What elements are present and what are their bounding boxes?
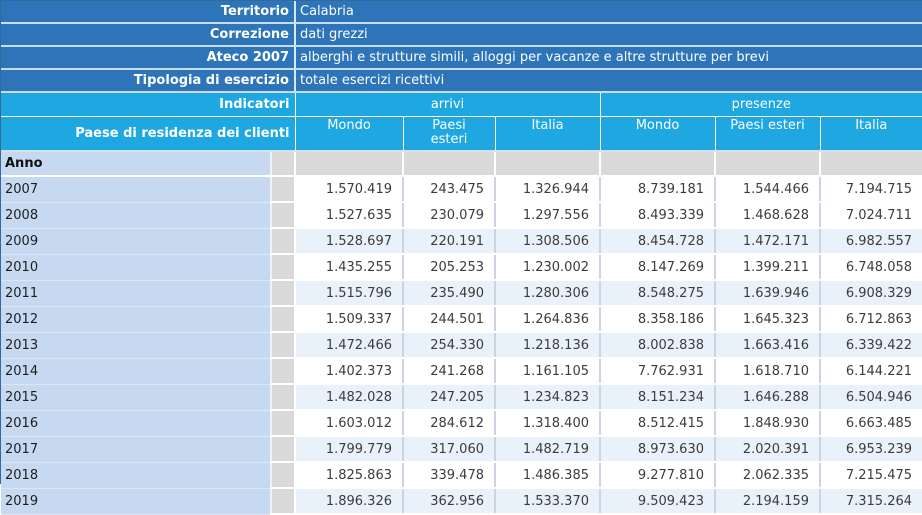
value-cell: 1.896.326 — [295, 488, 403, 514]
value-cell: 235.490 — [403, 280, 495, 306]
statistics-table — [1, 1, 922, 515]
filter-value-territorio: Calabria — [295, 1, 922, 23]
spacer-cell — [271, 410, 295, 436]
year-row — [1, 202, 922, 228]
value-cell: 1.472.171 — [715, 228, 820, 254]
value-cell: 1.297.556 — [495, 202, 600, 228]
value-cell: 1.318.400 — [495, 410, 600, 436]
spacer-cell — [271, 358, 295, 384]
value-cell: 1.570.419 — [295, 176, 403, 202]
column-header-arrivi-paesi-esteri: Paesi esteri — [403, 117, 495, 152]
filter-value-ateco: alberghi e strutture simili, alloggi per vacanze e altre strutture per brevi — [295, 46, 922, 69]
year-row — [1, 436, 922, 462]
year-cell: 2013 — [1, 332, 271, 358]
spacer-cell — [271, 280, 295, 306]
value-cell: 6.339.422 — [820, 332, 922, 358]
spacer-cell — [271, 384, 295, 410]
value-cell: 362.956 — [403, 488, 495, 514]
value-cell: 1.509.337 — [295, 306, 403, 332]
value-cell: 8.147.269 — [600, 254, 715, 280]
year-row — [1, 384, 922, 410]
value-cell: 339.478 — [403, 462, 495, 488]
value-cell: 1.825.863 — [295, 462, 403, 488]
value-cell: 7.315.264 — [820, 488, 922, 514]
value-cell: 1.326.944 — [495, 176, 600, 202]
year-row — [1, 358, 922, 384]
year-cell: 2010 — [1, 254, 271, 280]
column-header-arrivi-italia: Italia — [495, 117, 600, 152]
value-cell: 7.215.475 — [820, 462, 922, 488]
value-cell: 9.277.810 — [600, 462, 715, 488]
value-cell: 1.472.466 — [295, 332, 403, 358]
value-cell: 2.194.159 — [715, 488, 820, 514]
value-cell: 1.161.105 — [495, 358, 600, 384]
value-cell: 6.748.058 — [820, 254, 922, 280]
value-cell: 1.264.836 — [495, 306, 600, 332]
value-cell: 7.762.931 — [600, 358, 715, 384]
value-cell: 1.308.506 — [495, 228, 600, 254]
anno-label: Anno — [1, 151, 271, 176]
anno-empty-cell — [820, 151, 922, 176]
value-cell: 254.330 — [403, 332, 495, 358]
value-cell: 6.712.863 — [820, 306, 922, 332]
value-cell: 205.253 — [403, 254, 495, 280]
value-cell: 244.501 — [403, 306, 495, 332]
value-cell: 6.663.485 — [820, 410, 922, 436]
value-cell: 7.194.715 — [820, 176, 922, 202]
indicators-label: Indicatori — [1, 92, 295, 117]
value-cell: 8.151.234 — [600, 384, 715, 410]
spacer-cell — [271, 436, 295, 462]
year-cell: 2008 — [1, 202, 271, 228]
column-header-row — [1, 117, 922, 152]
anno-row — [1, 151, 922, 176]
anno-empty-cell — [295, 151, 403, 176]
value-cell: 2.020.391 — [715, 436, 820, 462]
value-cell: 243.475 — [403, 176, 495, 202]
value-cell: 220.191 — [403, 228, 495, 254]
anno-empty-cell — [495, 151, 600, 176]
spacer-cell — [271, 332, 295, 358]
filter-label-tipologia: Tipologia di esercizio — [1, 69, 295, 92]
year-row — [1, 176, 922, 202]
value-cell: 1.218.136 — [495, 332, 600, 358]
value-cell: 1.639.946 — [715, 280, 820, 306]
spacer-cell — [271, 306, 295, 332]
value-cell: 1.527.635 — [295, 202, 403, 228]
year-row — [1, 228, 922, 254]
value-cell: 6.953.239 — [820, 436, 922, 462]
year-cell: 2019 — [1, 488, 271, 514]
value-cell: 1.468.628 — [715, 202, 820, 228]
spacer-cell — [271, 228, 295, 254]
value-cell: 1.280.306 — [495, 280, 600, 306]
column-header-presenze-paesi-esteri: Paesi esteri — [715, 117, 820, 152]
year-cell: 2016 — [1, 410, 271, 436]
value-cell: 1.399.211 — [715, 254, 820, 280]
anno-empty-cell — [715, 151, 820, 176]
value-cell: 2.062.335 — [715, 462, 820, 488]
year-cell: 2012 — [1, 306, 271, 332]
value-cell: 8.512.415 — [600, 410, 715, 436]
year-cell: 2017 — [1, 436, 271, 462]
value-cell: 8.358.186 — [600, 306, 715, 332]
value-cell: 1.482.028 — [295, 384, 403, 410]
anno-empty-cell — [403, 151, 495, 176]
value-cell: 1.645.323 — [715, 306, 820, 332]
value-cell: 1.799.779 — [295, 436, 403, 462]
value-cell: 241.268 — [403, 358, 495, 384]
table-body — [1, 176, 922, 514]
value-cell: 8.739.181 — [600, 176, 715, 202]
filter-label-correzione: Correzione — [1, 23, 295, 46]
value-cell: 284.612 — [403, 410, 495, 436]
filter-row-correzione — [1, 23, 922, 46]
filter-value-tipologia: totale esercizi ricettivi — [295, 69, 922, 92]
year-row — [1, 462, 922, 488]
spacer-cell — [271, 462, 295, 488]
value-cell: 1.482.719 — [495, 436, 600, 462]
value-cell: 1.234.823 — [495, 384, 600, 410]
group-header-presenze: presenze — [600, 92, 922, 117]
value-cell: 1.528.697 — [295, 228, 403, 254]
column-header-presenze-italia: Italia — [820, 117, 922, 152]
year-row — [1, 332, 922, 358]
value-cell: 1.646.288 — [715, 384, 820, 410]
year-cell: 2011 — [1, 280, 271, 306]
filter-row-ateco — [1, 46, 922, 69]
filter-row-territorio — [1, 1, 922, 23]
year-cell: 2007 — [1, 176, 271, 202]
spacer-cell — [271, 202, 295, 228]
value-cell: 8.002.838 — [600, 332, 715, 358]
value-cell: 1.618.710 — [715, 358, 820, 384]
indicators-row — [1, 92, 922, 117]
spacer-cell — [271, 254, 295, 280]
anno-empty-cell — [600, 151, 715, 176]
year-row — [1, 254, 922, 280]
value-cell: 6.982.557 — [820, 228, 922, 254]
value-cell: 230.079 — [403, 202, 495, 228]
spacer-cell — [271, 151, 295, 176]
year-cell: 2018 — [1, 462, 271, 488]
value-cell: 1.663.416 — [715, 332, 820, 358]
group-header-arrivi: arrivi — [295, 92, 600, 117]
filter-row-tipologia — [1, 69, 922, 92]
value-cell: 6.144.221 — [820, 358, 922, 384]
value-cell: 1.486.385 — [495, 462, 600, 488]
filter-value-correzione: dati grezzi — [295, 23, 922, 46]
year-row — [1, 306, 922, 332]
value-cell: 317.060 — [403, 436, 495, 462]
value-cell: 8.973.630 — [600, 436, 715, 462]
value-cell: 7.024.711 — [820, 202, 922, 228]
value-cell: 9.509.423 — [600, 488, 715, 514]
value-cell: 6.504.946 — [820, 384, 922, 410]
filter-label-territorio: Territorio — [1, 1, 295, 23]
value-cell: 1.603.012 — [295, 410, 403, 436]
year-cell: 2009 — [1, 228, 271, 254]
value-cell: 1.402.373 — [295, 358, 403, 384]
value-cell: 1.230.002 — [495, 254, 600, 280]
value-cell: 1.848.930 — [715, 410, 820, 436]
year-row — [1, 280, 922, 306]
year-row — [1, 488, 922, 514]
spacer-cell — [271, 176, 295, 202]
column-header-presenze-mondo: Mondo — [600, 117, 715, 152]
column-header-arrivi-mondo: Mondo — [295, 117, 403, 152]
filter-label-ateco: Ateco 2007 — [1, 46, 295, 69]
year-cell: 2015 — [1, 384, 271, 410]
value-cell: 1.435.255 — [295, 254, 403, 280]
year-row — [1, 410, 922, 436]
value-cell: 8.454.728 — [600, 228, 715, 254]
value-cell: 8.548.275 — [600, 280, 715, 306]
value-cell: 247.205 — [403, 384, 495, 410]
value-cell: 1.515.796 — [295, 280, 403, 306]
residence-label: Paese di residenza dei clienti — [1, 117, 295, 152]
year-cell: 2014 — [1, 358, 271, 384]
spacer-cell — [271, 488, 295, 514]
value-cell: 1.533.370 — [495, 488, 600, 514]
value-cell: 1.544.466 — [715, 176, 820, 202]
value-cell: 6.908.329 — [820, 280, 922, 306]
value-cell: 8.493.339 — [600, 202, 715, 228]
